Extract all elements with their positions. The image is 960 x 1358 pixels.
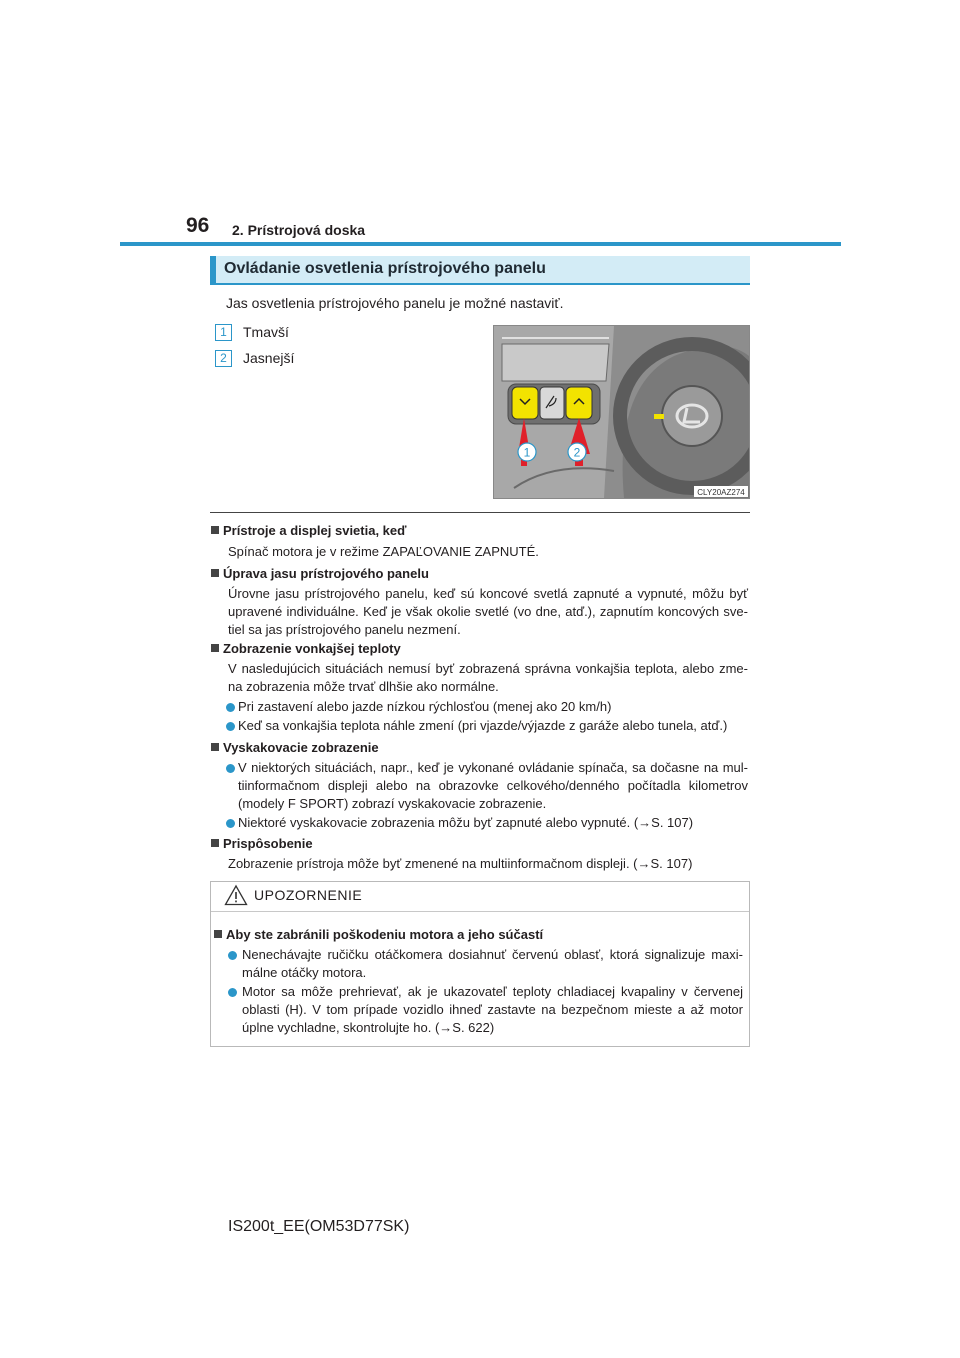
note-body-2-line-2: upravené individuálne. Keď je však okolie svetlé (vo dne, atď.), zapnutím koncových sve-	[228, 604, 748, 619]
figure-callout-2: 2	[573, 445, 581, 460]
bullet-dot-icon	[228, 951, 237, 960]
dashboard-illustration-svg	[494, 326, 749, 498]
section-accent	[210, 256, 216, 283]
note-heading-4: Vyskakovacie zobrazenie	[211, 740, 379, 755]
note-body-3-line-1: V nasledujúcich situáciách nemusí byť zobrazená správna vonkajšia teplota, alebo zme-	[228, 661, 748, 676]
chapter-title: 2. Prístrojová doska	[232, 222, 366, 238]
section-intro: Jas osvetlenia prístrojového panelu je možné nastaviť.	[226, 295, 564, 311]
caution-heading: Aby ste zabránili poškodeniu motora a jeho súčastí	[214, 927, 543, 942]
caution-bullet-2-line-2: oblasti (H). V tom prípade vozidlo ihneď zastavte na bezpečnom mieste a až motor	[242, 1002, 743, 1017]
section-separator	[210, 512, 750, 513]
bullet-dot-icon	[226, 703, 235, 712]
caution-bullet-2-line-1: Motor sa môže prehrievať, ak je ukazovateľ teploty chladiacej kvapaliny v červenej	[242, 984, 743, 999]
note-4-bullet-1-line-1: V niektorých situáciách, napr., keď je vykonané ovládanie spínača, sa dočasne na mul-	[238, 760, 748, 775]
dimmer-button-brighter	[566, 387, 592, 419]
note-4-bullet-1-line-2: tiinformačnom displeji alebo na obrazovke celkového/denného počítadla kilometrov	[238, 778, 748, 793]
square-bullet-icon	[214, 930, 222, 938]
figure-callout-1: 1	[523, 445, 531, 460]
note-heading-2: Úprava jasu prístrojového panelu	[211, 566, 429, 581]
section-heading-bar	[210, 256, 750, 285]
note-body-2-line-1: Úrovne jasu prístrojového panelu, keď sú koncové svetlá zapnuté a vypnuté, môžu byť	[228, 586, 748, 601]
note-4-bullet-2: Niektoré vyskakovacie zobrazenia môžu byť zapnuté alebo vypnuté. (→S. 107)	[238, 815, 694, 830]
note-4-bullet-1-line-3: (modely F SPORT) zobrazí vyskakovacie zobrazenie.	[238, 796, 547, 811]
step-label-brighter: Jasnejší	[243, 350, 295, 366]
square-bullet-icon	[211, 526, 219, 534]
square-bullet-icon	[211, 644, 219, 652]
step-badge-1: 1	[215, 324, 232, 341]
square-bullet-icon	[211, 743, 219, 751]
section-title: Ovládanie osvetlenia prístrojového panelu	[224, 260, 546, 277]
caution-bullet-2-line-3: úplne vychladne, skontrolujte ho. (→S. 622)	[242, 1020, 495, 1035]
caution-bullet-1-line-1: Nenechávajte ručičku otáčkomera dosiahnuť červenú oblasť, ktorá signalizuje maxi-	[242, 947, 743, 962]
note-body-5: Zobrazenie prístroja môže byť zmenené na multiinformačnom displeji. (→S. 107)	[228, 856, 693, 871]
dashboard-illustration	[493, 325, 750, 499]
bullet-dot-icon	[226, 819, 235, 828]
note-3-bullet-1: Pri zastavení alebo jazde nízkou rýchlosťou (menej ako 20 km/h)	[238, 699, 612, 714]
caution-title: UPOZORNENIE	[254, 887, 363, 903]
caution-bullet-1-line-2: málne otáčky motora.	[242, 965, 367, 980]
note-body-2-line-3: tiel sa jas prístrojového panelu nezmení.	[228, 622, 461, 637]
square-bullet-icon	[211, 569, 219, 577]
note-body-1: Spínač motora je v režime ZAPAĽOVANIE ZAPNUTÉ.	[228, 544, 539, 559]
note-heading-3: Zobrazenie vonkajšej teploty	[211, 641, 401, 656]
warning-triangle-icon	[224, 884, 248, 906]
caution-header-rule	[211, 911, 749, 912]
square-bullet-icon	[211, 839, 219, 847]
page-number: 96	[186, 214, 210, 237]
bullet-dot-icon	[226, 722, 235, 731]
step-label-darker: Tmavší	[243, 324, 289, 340]
header-rule	[120, 242, 841, 246]
step-badge-2: 2	[215, 350, 232, 367]
note-3-bullet-2: Keď sa vonkajšia teplota náhle zmení (pri vjazde/výjazde z garáže alebo tunela, atď.)	[238, 718, 728, 733]
note-heading-1: Prístroje a displej svietia, keď	[211, 523, 407, 538]
bullet-dot-icon	[226, 764, 235, 773]
figure-code: CLY20AZ274	[697, 488, 745, 497]
document-code: IS200t_EE(OM53D77SK)	[228, 1218, 410, 1235]
note-body-3-line-2: na zobrazenia môže trvať dlhšie ako normálne.	[228, 679, 499, 694]
note-heading-5: Prispôsobenie	[211, 836, 313, 851]
bullet-dot-icon	[228, 988, 237, 997]
